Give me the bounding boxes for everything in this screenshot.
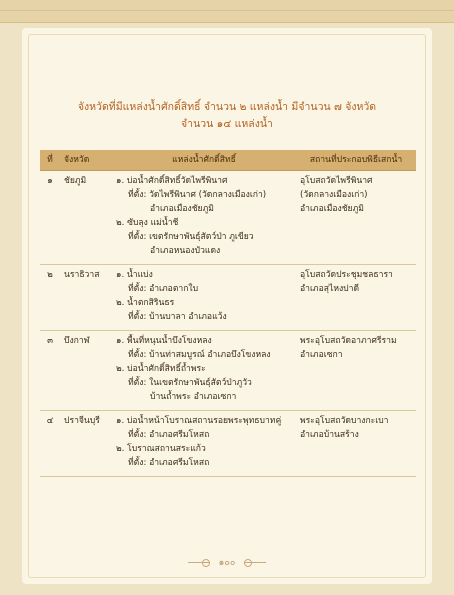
page-footer: [22, 555, 432, 569]
page-subtitle: จำนวน ๑๔ แหล่งน้ำ: [181, 118, 273, 130]
table-row: [40, 411, 416, 477]
place-line: อำเภอบ้านสร้าง: [300, 430, 359, 440]
place-cell: [296, 265, 416, 331]
province-name: ชัยภูมิ: [60, 171, 112, 265]
site-line: ๑. บ่อน้ำศักดิ์สิทธิ์วัดไพรีพินาศ: [116, 176, 228, 186]
place-line: พระอุโบสถวัดบางกะเบา: [300, 416, 389, 426]
right-ornament-icon: [244, 558, 266, 566]
header-site: แหล่งน้ำศักดิ์สิทธิ์: [112, 150, 296, 171]
place-line: อำเภอเมืองชัยภูมิ: [300, 204, 364, 214]
site-line: ที่ตั้ง: เขตรักษาพันธุ์สัตว์ป่า ภูเขียว: [128, 232, 254, 242]
site-line: อำเภอเมืองชัยภูมิ: [150, 204, 214, 214]
header-province: จังหวัด: [60, 150, 112, 171]
site-line: ที่ตั้ง: วัดไพรีพินาศ (วัดกลางเมืองเก่า): [128, 190, 267, 200]
site-line: ที่ตั้ง: บ้านบาลา อำเภอแว้ง: [128, 312, 227, 322]
table-row: [40, 331, 416, 411]
site-line: ๑. น้ำแบ่ง: [116, 270, 153, 280]
site-cell: [112, 411, 296, 477]
site-line: ๒. โบราณสถานสระแก้ว: [116, 444, 206, 454]
table-row: [40, 171, 416, 265]
place-cell: [296, 411, 416, 477]
site-cell: [112, 171, 296, 265]
place-line: อุโบสถวัดไพรีพินาศ: [300, 176, 373, 186]
row-number: ๔: [40, 411, 60, 477]
province-name: นราธิวาส: [60, 265, 112, 331]
left-ornament-icon: [188, 558, 210, 566]
site-line: ที่ตั้ง: อำเภอตากใบ: [128, 284, 199, 294]
document-page: [22, 28, 432, 584]
site-line: ๑. พื้นที่หนุนน้ำบึงโขงหลง: [116, 336, 212, 346]
table-row: [40, 265, 416, 331]
place-line: อำเภอสุไหงปาดี: [300, 284, 360, 294]
row-number: ๒: [40, 265, 60, 331]
province-name: ปราจีนบุรี: [60, 411, 112, 477]
site-line: ๑. บ่อน้ำหน้าโบราณสถานรอยพระพุทธบาทคู่: [116, 416, 282, 426]
place-line: อุโบสถวัดประชุมชลธารา: [300, 270, 393, 280]
site-cell: [112, 331, 296, 411]
site-line: ๒. บ่อน้ำศักดิ์สิทธิ์ถ้ำพระ: [116, 364, 206, 374]
header-place: สถานที่ประกอบพิธีเสกน้ำ: [296, 150, 416, 171]
table-header-row: [40, 150, 416, 171]
page-number: ๑๐๐: [218, 558, 236, 568]
place-line: อำเภอเซกา: [300, 350, 343, 360]
site-line: ที่ตั้ง: อำเภอศรีมโหสถ: [128, 430, 210, 440]
place-line: (วัดกลางเมืองเก่า): [300, 190, 368, 200]
site-line: ที่ตั้ง: บ้านท่าสมบูรณ์ อำเภอบึงโขงหลง: [128, 350, 271, 360]
page-title: จังหวัดที่มีแหล่งน้ำศักดิ์สิทธิ์ จำนวน ๒ แหล่งน้ำ มีจำนวน ๗ จังหวัด: [77, 101, 377, 113]
row-number: ๓: [40, 331, 60, 411]
site-line: ๒. ซับลุง แม่น้ำชี: [116, 218, 179, 228]
site-line: ๒. น้ำตกสิรินธร: [116, 298, 175, 308]
site-line: อำเภอหนองบัวแดง: [150, 246, 221, 256]
site-line: ที่ตั้ง: ในเขตรักษาพันธุ์สัตว์ป่าภูวัว: [128, 378, 252, 388]
row-number: ๑: [40, 171, 60, 265]
top-decorative-band: [0, 0, 454, 23]
sacred-water-table: [40, 150, 416, 477]
header-no: ที่: [40, 150, 60, 171]
place-line: พระอุโบสถวัดอาภาศรีราม: [300, 336, 397, 346]
place-cell: [296, 171, 416, 265]
place-cell: [296, 331, 416, 411]
site-cell: [112, 265, 296, 331]
site-line: บ้านถ้ำพระ อำเภอเซกา: [150, 392, 237, 402]
site-line: ที่ตั้ง: อำเภอศรีมโหสถ: [128, 458, 210, 468]
province-name: บึงกาฬ: [60, 331, 112, 411]
